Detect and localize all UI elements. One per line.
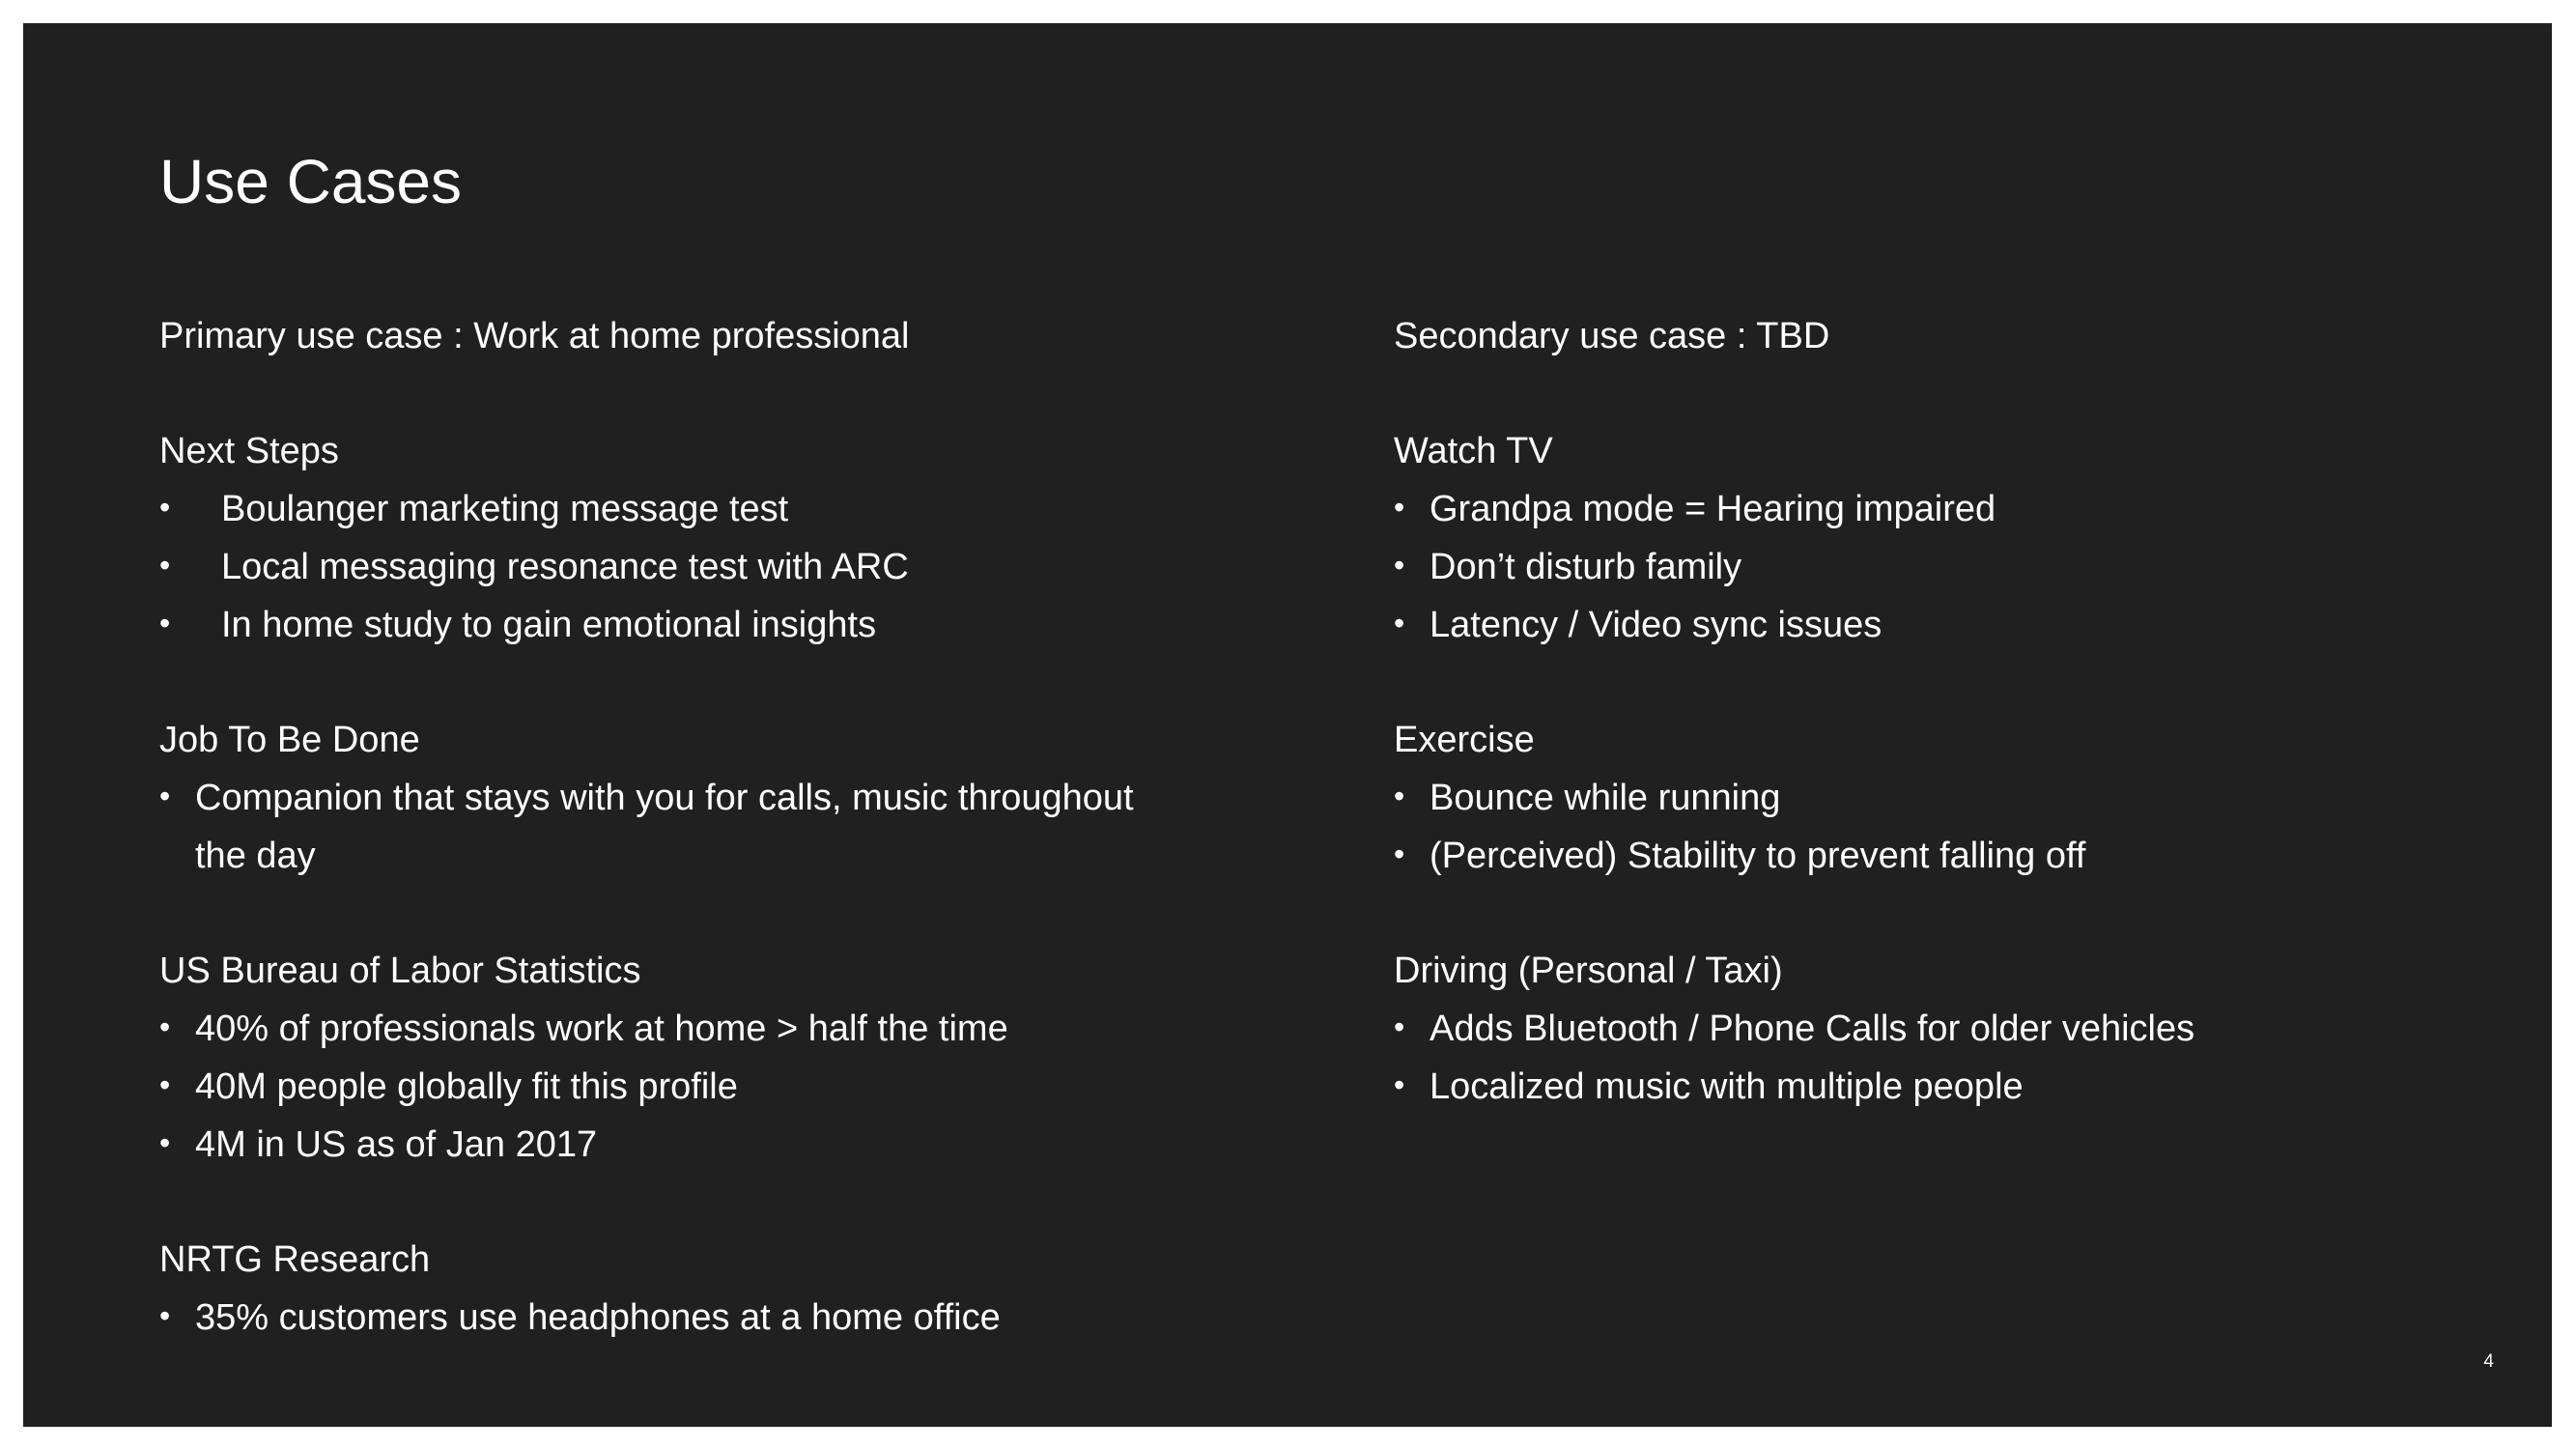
list-item: • Adds Bluetooth / Phone Calls for older vehicles [1394,1000,2495,1058]
bullet-list [159,480,1260,654]
section-nrtg [159,1231,1260,1347]
bullet-list [159,1289,1260,1347]
bullet-list [1394,1000,2495,1116]
bullet-icon: • [1394,548,1405,582]
list-item: • Bounce while running [1394,769,2495,827]
left-column [159,307,1260,1347]
section-bls [159,942,1260,1174]
section-heading: US Bureau of Labor Statistics [159,951,641,991]
section-heading: NRTG Research [159,1239,431,1280]
secondary-use-case: Secondary use case : TBD [1394,316,1830,356]
list-item: • In home study to gain emotional insights [159,596,1260,654]
list-item: • Companion that stays with you for calls, music throughout the day [159,769,1161,885]
right-column [1394,307,2495,1116]
bullet-icon: • [159,548,171,582]
bullet-icon: • [1394,1067,1405,1102]
slide [23,23,2552,1427]
bullet-icon: • [159,1125,171,1160]
list-item: • Latency / Video sync issues [1394,596,2495,654]
list-item: • Localized music with multiple people [1394,1058,2495,1116]
list-item: • Boulanger marketing message test [159,480,1260,538]
bullet-icon: • [159,1009,171,1044]
section-job-to-be-done [159,711,1260,885]
bullet-list [1394,769,2495,885]
bullet-icon: • [1394,490,1405,525]
section-heading: Job To Be Done [159,720,420,760]
list-item: • Local messaging resonance test with ARC [159,538,1260,596]
bullet-icon: • [1394,606,1405,640]
bullet-icon: • [159,1067,171,1102]
list-item: • Grandpa mode = Hearing impaired [1394,480,2495,538]
page-number: 4 [2483,1351,2494,1372]
section-heading: Watch TV [1394,431,1553,471]
bullet-icon: • [159,490,171,525]
bullet-list [1394,480,2495,654]
list-item: • 35% customers use headphones at a home office [159,1289,1260,1347]
list-item: • 40% of professionals work at home > half the time [159,1000,1260,1058]
section-heading: Next Steps [159,431,339,471]
section-heading: Exercise [1394,720,1535,760]
slide-title: Use Cases [159,147,462,216]
primary-use-case: Primary use case : Work at home professional [159,316,910,356]
bullet-icon: • [1394,779,1405,813]
section-driving [1394,942,2495,1116]
list-item: • 40M people globally fit this profile [159,1058,1260,1116]
list-item: • (Perceived) Stability to prevent falling off [1394,827,2495,885]
bullet-list [159,1000,1260,1174]
section-heading: Driving (Personal / Taxi) [1394,951,1783,991]
bullet-icon: • [159,1298,171,1333]
section-exercise [1394,711,2495,885]
section-next-steps [159,422,1260,654]
bullet-icon: • [1394,837,1405,871]
list-item: • Don’t disturb family [1394,538,2495,596]
bullet-list [159,769,1260,885]
section-watch-tv [1394,422,2495,654]
bullet-icon: • [159,779,171,813]
bullet-icon: • [159,606,171,640]
bullet-icon: • [1394,1009,1405,1044]
list-item: • 4M in US as of Jan 2017 [159,1116,1260,1174]
